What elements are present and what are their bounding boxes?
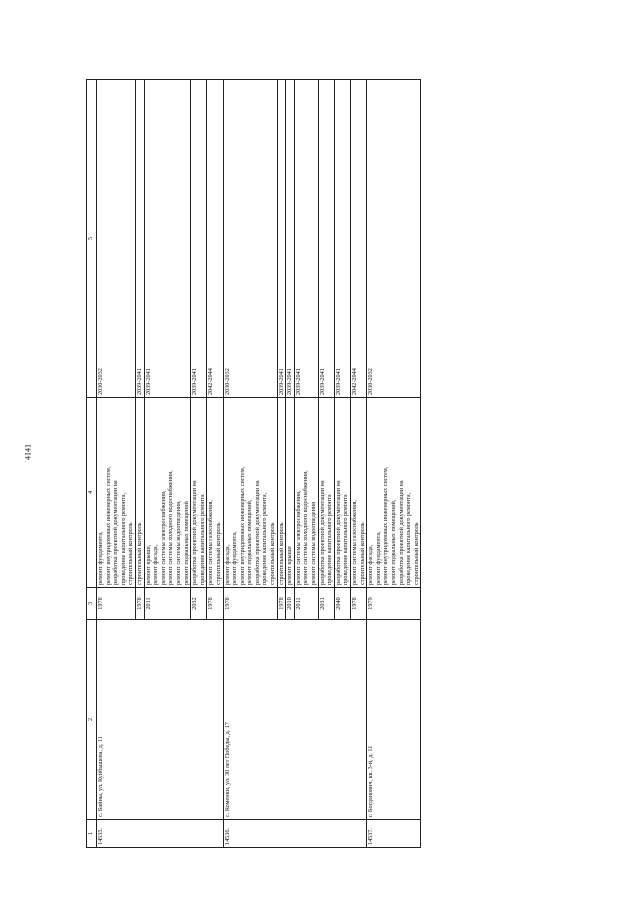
work-item: ремонт системы холодного водоснабжения, [167, 470, 175, 585]
work-item: ремонт фундамента, [231, 531, 239, 585]
header-col-3: 3 [87, 588, 97, 620]
works-cell [334, 398, 350, 588]
works-cell [135, 398, 144, 588]
work-item: разработка проектной документации на [112, 480, 120, 585]
header-col-4: 4 [87, 398, 97, 588]
works-cell [223, 398, 277, 588]
work-item: ремонт внутридомовых инженерных систем, [104, 466, 112, 585]
year-cell: 1978 [351, 588, 367, 620]
work-item: строительный контроль [269, 522, 277, 585]
year-cell: 1979 [367, 588, 421, 620]
year-cell: 1978 [135, 588, 144, 620]
work-item: ремонт крыши [286, 546, 294, 585]
repair-schedule-table [86, 79, 421, 848]
work-item: ремонт фасада, [223, 544, 231, 585]
work-item: проведение капитального ремонта [342, 494, 350, 585]
work-item: ремонт фасада, [367, 544, 375, 585]
work-item: разработка проектной документации на [318, 480, 326, 585]
rotated-table-wrapper [86, 80, 602, 848]
works-cell [367, 398, 421, 588]
entry-number: 14536. [223, 820, 367, 848]
work-item: ремонт подвальных помещений [182, 501, 190, 585]
works-cell [191, 398, 207, 588]
header-row [87, 80, 97, 848]
period-cell: 2030-2032 [367, 80, 421, 398]
period-cell: 2042-2044 [207, 80, 223, 398]
works-cell [286, 398, 295, 588]
entry-number: 14537. [367, 820, 421, 848]
table-row [97, 80, 136, 848]
work-item: ремонт фундамента, [374, 531, 382, 585]
work-item: ремонт внутридомовых инженерных систем, [238, 466, 246, 585]
work-item: ремонт системы холодного водоснабжения, [302, 470, 310, 585]
work-item: строительный контроль [127, 522, 135, 585]
table-row [367, 80, 421, 848]
work-item: разработка проектной документации на [253, 480, 261, 585]
works-cell [318, 398, 334, 588]
header-col-1: 1 [87, 820, 97, 848]
year-cell: 2031 [318, 588, 334, 620]
entry-number: 14535. [97, 820, 224, 848]
entry-address: с. Коменки, ул. 30 лет Победы, д. 17 [223, 620, 367, 820]
table-row [223, 80, 277, 848]
work-item: ремонт внутридомовых инженерных систем, [382, 466, 390, 585]
work-item: разработка проектной документации на [397, 480, 405, 585]
work-item: строительный контроль [214, 522, 222, 585]
work-item: ремонт системы водоотведения, [174, 500, 182, 585]
year-cell: 2032 [191, 588, 207, 620]
work-item: строительный контроль [135, 522, 143, 585]
period-cell: 2039-2041 [294, 80, 318, 398]
works-cell [294, 398, 318, 588]
work-item: проведение капитального ремонта, [119, 492, 127, 585]
work-item: ремонт подвальных помещений, [389, 499, 397, 585]
work-item: ремонт подвальных помещений, [246, 499, 254, 585]
work-item: строительный контроль [277, 522, 285, 585]
year-cell: 1978 [223, 588, 277, 620]
period-cell: 2039-2041 [191, 80, 207, 398]
period-cell: 2039-2041 [334, 80, 350, 398]
work-item: разработка проектной документации на [334, 480, 342, 585]
year-cell: 1978 [277, 588, 286, 620]
period-cell: 2039-2041 [135, 80, 144, 398]
header-col-2: 2 [87, 620, 97, 820]
year-cell: 2040 [334, 588, 350, 620]
work-item: проведение капитального ремонта [326, 494, 334, 585]
year-cell: 2010 [286, 588, 295, 620]
page-number: 4141 [23, 444, 33, 460]
works-cell [277, 398, 286, 588]
work-item: ремонт системы электроснабжения, [159, 490, 167, 585]
work-item: строительный контроль [358, 522, 366, 585]
year-cell: 2011 [144, 588, 191, 620]
year-cell: 2011 [294, 588, 318, 620]
works-cell [144, 398, 191, 588]
entry-address: с. Байны, ул. Куйбышева, д. 11 [97, 620, 224, 820]
work-item: ремонт системы водоотведения [310, 502, 318, 585]
entry-address: г. Богданович, кв. 3-й, д. 11 [367, 620, 421, 820]
work-item: ремонт системы газоснабжения, [207, 500, 215, 585]
period-cell: 2039-2041 [318, 80, 334, 398]
work-item: ремонт фасада, [152, 544, 160, 585]
work-item: проведение капитального ремонта [198, 494, 206, 585]
period-cell: 2030-2032 [97, 80, 136, 398]
work-item: ремонт системы газоснабжения, [351, 500, 358, 585]
work-item: ремонт фундамента, [97, 531, 104, 585]
works-cell [207, 398, 223, 588]
work-item: ремонт системы электроснабжения, [294, 490, 302, 585]
works-cell [351, 398, 367, 588]
period-cell: 2030-2032 [223, 80, 277, 398]
work-item: ремонт крыши, [144, 544, 152, 585]
year-cell: 1978 [207, 588, 223, 620]
work-item: проведение капитального ремонта, [405, 492, 413, 585]
work-item: разработка проектной документации на [191, 480, 199, 585]
header-col-5: 5 [87, 80, 97, 398]
year-cell: 1978 [97, 588, 136, 620]
period-cell: 2039-2041 [277, 80, 286, 398]
table-body [97, 80, 421, 848]
period-cell: 2039-2041 [144, 80, 191, 398]
period-cell: 2039-2041 [286, 80, 295, 398]
works-cell [97, 398, 136, 588]
work-item: проведение капитального ремонта, [261, 492, 269, 585]
work-item: строительный контроль [412, 522, 420, 585]
period-cell: 2042-2044 [351, 80, 367, 398]
